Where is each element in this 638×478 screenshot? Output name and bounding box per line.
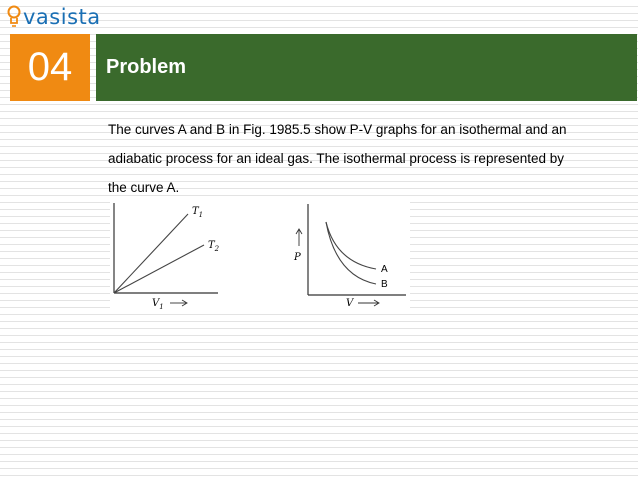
label-v1: $V_1$ (152, 298, 164, 310)
slide-number: 04 (10, 34, 90, 101)
label-a: A (381, 264, 388, 275)
problem-line-3: the curve A. (108, 180, 180, 195)
problem-line-2: adiabatic process for an ideal gas. The isothermal process is represented by (108, 151, 564, 166)
slide-title-text: Problem (106, 56, 187, 78)
label-v: V (346, 298, 354, 309)
label-b: B (381, 279, 388, 290)
problem-text (108, 115, 608, 202)
logo-text: vasista (23, 5, 101, 29)
lightbulb-icon (6, 4, 24, 30)
label-t1: $T_1$ (192, 206, 204, 219)
problem-line-1: The curves A and B in Fig. 1985.5 show P-V graphs for an isothermal and an (108, 122, 567, 137)
label-p: P (294, 252, 301, 263)
pv-figure (110, 200, 410, 310)
slide-title (96, 34, 637, 101)
label-t2: $T_2$ (208, 240, 220, 253)
vasista-logo (6, 4, 101, 30)
